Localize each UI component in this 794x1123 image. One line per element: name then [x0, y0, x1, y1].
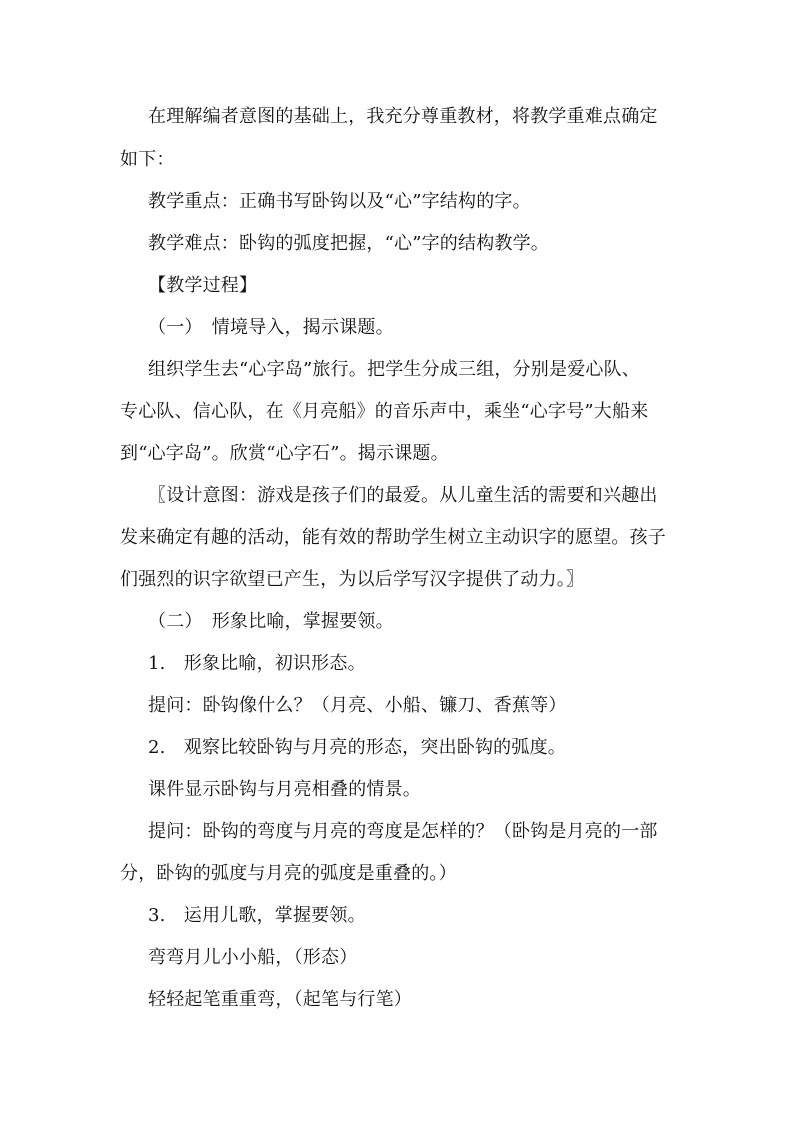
courseware-note: 课件显示卧钩与月亮相叠的情景。: [148, 779, 421, 800]
rhyme-line1: 弯弯月儿小小船，（形态）: [148, 947, 358, 968]
design-intent-line2: 发来确定有趣的活动，能有效的帮助学生树立主动识字的愿望。孩子: [120, 527, 666, 548]
paragraph-activity-line2: 专心队、信心队，在《月亮船》的音乐声中，乘坐“心字号”大船来: [120, 401, 649, 422]
design-intent-line1: 〖设计意图：游戏是孩子们的最爱。从儿童生活的需要和兴趣出: [148, 485, 658, 506]
step-one: 1. 形象比喻，初识形态。: [148, 653, 366, 674]
subheading-one: （一） 情境导入，揭示课题。: [148, 317, 394, 338]
paragraph-key-point: 教学重点：正确书写卧钩以及“心”字结构的字。: [148, 191, 531, 212]
question-two-line2: 分，卧钩的弧度与月亮的弧度是重叠的。）: [120, 863, 457, 884]
step-two: 2. 观察比较卧钩与月亮的形态，突出卧钩的弧度。: [148, 737, 566, 758]
paragraph-activity-line1: 组织学生去“心字岛”旅行。把学生分成三组，分别是爱心队、: [148, 359, 641, 380]
step-three: 3. 运用儿歌，掌握要领。: [148, 905, 366, 926]
subheading-two: （二） 形象比喻，掌握要领。: [148, 611, 394, 632]
paragraph-intro-line1: 在理解编者意图的基础上，我充分尊重教材，将教学重难点确定: [148, 106, 658, 127]
rhyme-line2: 轻轻起笔重重弯，（起笔与行笔）: [148, 989, 412, 1010]
paragraph-intro-line2: 如下：: [120, 149, 175, 170]
paragraph-difficulty: 教学难点：卧钩的弧度把握，“心”字的结构教学。: [148, 233, 550, 254]
question-two-line1: 提问：卧钩的弯度与月亮的弯度是怎样的？（卧钩是月亮的一部: [148, 821, 658, 842]
question-one: 提问：卧钩像什么？（月亮、小船、镰刀、香蕉等）: [148, 695, 567, 716]
paragraph-activity-line3: 到“心字岛”。欣赏“心字石”。揭示课题。: [120, 443, 449, 464]
design-intent-line3: 们强烈的识字欲望已产生，为以后学写汉字提供了动力。〗: [120, 569, 585, 590]
section-heading-process: 【教学过程】: [148, 275, 258, 296]
